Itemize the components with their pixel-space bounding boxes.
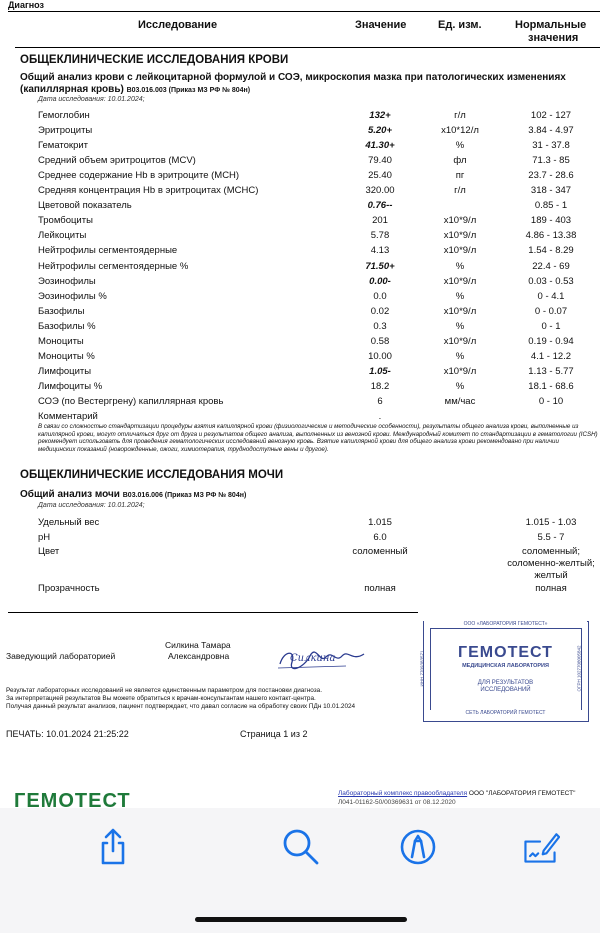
row-name: Среднее содержание Hb в эритроците (МСН) bbox=[38, 170, 240, 182]
signature-name-2: Александровна bbox=[168, 651, 230, 661]
row-unit: x10*9/л bbox=[443, 335, 477, 347]
disclaimer-3: Получая данный результат анализов, пациент подтверждает, что давал согласие на обработку своих ПДн 10.01.2024 bbox=[6, 703, 356, 710]
row-unit: % bbox=[455, 140, 465, 152]
home-indicator[interactable] bbox=[195, 917, 407, 922]
table-row bbox=[0, 155, 600, 169]
row-name: Базофилы bbox=[38, 305, 85, 317]
signature-name-1: Силкина Тамара bbox=[165, 640, 231, 650]
row-unit: % bbox=[455, 260, 465, 272]
blood-section-title: ОБЩЕКЛИНИЧЕСКИЕ ИССЛЕДОВАНИЯ КРОВИ bbox=[20, 54, 289, 66]
row-name: Лимфоциты % bbox=[38, 380, 103, 392]
row-value: 71.50+ bbox=[365, 260, 395, 272]
urine-sub-title: Общий анализ мочи B03.016.006 (Приказ МЗ РФ № 804н) bbox=[20, 489, 247, 500]
row-value: 41.30+ bbox=[365, 140, 395, 152]
row-value: . bbox=[378, 411, 382, 422]
page-number: Страница 1 из 2 bbox=[240, 729, 308, 739]
table-row bbox=[0, 396, 600, 410]
row-name: СОЭ (по Вестергрену) капиллярная кровь bbox=[38, 395, 224, 407]
table-row bbox=[0, 336, 600, 350]
next-page-license: Л041-01162-50/00369631 от 08.12.2020 bbox=[338, 799, 456, 806]
search-icon[interactable] bbox=[281, 827, 321, 867]
urine-row-color: Цвет соломенный соломенный; соломенно-желтый; желтый bbox=[38, 546, 595, 581]
urine-row-ph: pH 6.0 5.5 - 7 bbox=[38, 532, 565, 543]
row-unit: мм/час bbox=[444, 395, 476, 407]
row-name: Нейтрофилы сегментоядерные % bbox=[38, 260, 189, 272]
row-norm: 18.1 - 68.6 bbox=[528, 380, 574, 392]
row-norm: 318 - 347 bbox=[530, 185, 572, 197]
row-name: Цветовой показатель bbox=[38, 200, 132, 212]
row-unit: пг bbox=[455, 170, 465, 182]
row-value: 320.00 bbox=[365, 185, 395, 197]
print-date: ПЕЧАТЬ: 10.01.2024 21:25:22 bbox=[6, 729, 129, 739]
row-norm: 71.3 - 85 bbox=[532, 155, 570, 167]
table-row bbox=[0, 140, 600, 154]
row-unit: % bbox=[455, 380, 465, 392]
blood-sub-title-1: Общий анализ крови с лейкоцитарной формулой и СОЭ, микроскопия мазка при патологических изменениях bbox=[20, 72, 566, 83]
row-norm: 1.13 - 5.77 bbox=[528, 365, 574, 377]
blood-sub-code: B03.016.003 (Приказ МЗ РФ № 804н) bbox=[126, 87, 251, 94]
col-norm-2: значения bbox=[528, 32, 579, 44]
blood-note: В связи со сложностью стандартизации процедуры взятия капиллярной крови (физиологические и методические особенности), результаты общего анализа крови, выполненные из капиллярной крови, могут отличаться друг от друга и результатов общего анализа, выполненных из венозной крови. Международный комитет по стандартизации в гематологии (ICSH) рекомендует использовать для проведения гематологических исследований венозную кровь. Взятие капиллярной крови для общего анализа крови рекомендовано при наличии медицинских показаний (новорожденные, ожоги, химиотерапия, труднодоступные вены и другое). bbox=[38, 423, 598, 453]
row-name: Базофилы % bbox=[38, 320, 96, 332]
signature-icon[interactable] bbox=[520, 827, 560, 867]
table-row bbox=[0, 291, 600, 305]
row-name: Гемоглобин bbox=[38, 110, 90, 121]
row-value: 0.76-- bbox=[367, 200, 393, 212]
row-norm: 31 - 37.8 bbox=[532, 140, 570, 152]
stamp-bottom: СЕТЬ ЛАБОРАТОРИЙ ГЕМОТЕСТ bbox=[424, 710, 587, 716]
stamp-left: ИНН 7709383571 bbox=[419, 650, 425, 687]
blood-sub-title-2: (капиллярная кровь) B03.016.003 (Приказ МЗ РФ № 804н) bbox=[20, 84, 251, 95]
footer-rule bbox=[8, 612, 418, 613]
stamp-mid-1: ДЛЯ РЕЗУЛЬТАТОВ bbox=[477, 680, 534, 686]
row-norm: 189 - 403 bbox=[530, 215, 572, 227]
table-row bbox=[0, 351, 600, 365]
row-value: 25.40 bbox=[368, 170, 392, 182]
urine-date: Дата исследования: 10.01.2024; bbox=[38, 502, 145, 509]
row-norm: 0 - 4.1 bbox=[537, 290, 565, 302]
next-page-brand: ГЕМОТЕСТ bbox=[14, 790, 131, 808]
row-name: Эозинофилы % bbox=[38, 290, 107, 302]
col-study: Исследование bbox=[138, 19, 218, 31]
row-name: Средний объем эритроцитов (MCV) bbox=[38, 155, 196, 167]
row-norm: 0 - 1 bbox=[541, 320, 561, 332]
row-value: 6 bbox=[377, 395, 383, 407]
row-value: 79.40 bbox=[368, 155, 392, 167]
table-row bbox=[0, 321, 600, 335]
row-norm: 22.4 - 69 bbox=[532, 260, 570, 272]
stamp-right: ОГРН 1027708005842 bbox=[576, 645, 582, 692]
col-value: Значение bbox=[355, 19, 407, 31]
row-name: Эритроциты bbox=[38, 125, 93, 137]
row-unit: x10*12/л bbox=[441, 125, 479, 137]
signature-image bbox=[276, 644, 371, 672]
row-name: Моноциты % bbox=[38, 350, 95, 362]
row-value: 5.78 bbox=[370, 230, 390, 242]
stamp-brand: ГЕМОТЕСТ bbox=[458, 644, 553, 661]
row-unit: x10*9/л bbox=[443, 215, 477, 227]
row-norm: 0.19 - 0.94 bbox=[528, 335, 574, 347]
urine-section-title: ОБЩЕКЛИНИЧЕСКИЕ ИССЛЕДОВАНИЯ МОЧИ bbox=[20, 469, 284, 481]
row-norm: 23.7 - 28.6 bbox=[528, 170, 574, 182]
row-name: Комментарий bbox=[38, 411, 98, 422]
row-unit: г/л bbox=[454, 110, 466, 121]
next-page-owner-line: Лабораторный комплекс правообладателя ООО "ЛАБОРАТОРИЯ ГЕМОТЕСТ" bbox=[338, 790, 576, 797]
row-unit: x10*9/л bbox=[443, 305, 477, 317]
disclaimer-2: За интерпретацией результатов Вы можете обратиться к врачам-консультантам нашего контакт-центра. bbox=[6, 695, 316, 702]
col-unit: Ед. изм. bbox=[438, 19, 482, 31]
col-rule bbox=[15, 47, 600, 48]
row-name: Лейкоциты bbox=[38, 230, 87, 242]
svg-text:Силкина: Силкина bbox=[290, 653, 336, 664]
row-name: Лимфоциты bbox=[38, 365, 92, 377]
row-value: 0.3 bbox=[373, 320, 387, 332]
row-name: Средняя концентрация Hb в эритроцитах (МСНС) bbox=[38, 185, 259, 197]
row-unit: x10*9/л bbox=[443, 275, 477, 287]
disclaimer-1: Результат лабораторных исследований не является единственным параметром для постановки диагноза. bbox=[6, 687, 322, 694]
row-norm: 0 - 10 bbox=[538, 395, 564, 407]
row-name: Тромбоциты bbox=[38, 215, 93, 227]
owner-link[interactable]: Лабораторный комплекс правообладателя bbox=[338, 790, 468, 797]
row-value: 5.20+ bbox=[367, 125, 393, 137]
diagnosis-label: Диагноз bbox=[8, 0, 44, 10]
row-unit: % bbox=[455, 350, 465, 362]
row-value: 132+ bbox=[369, 110, 391, 121]
row-unit: фл bbox=[453, 155, 467, 167]
row-unit: % bbox=[455, 320, 465, 332]
row-value: 1.05- bbox=[369, 365, 391, 377]
row-unit: % bbox=[455, 290, 465, 302]
row-value: 0.02 bbox=[370, 305, 390, 317]
row-norm: 4.1 - 12.2 bbox=[530, 350, 572, 362]
table-row bbox=[0, 230, 600, 244]
row-unit: г/л bbox=[454, 185, 466, 197]
row-value: 0.58 bbox=[370, 335, 390, 347]
col-norm-1: Нормальные bbox=[515, 19, 587, 31]
row-name: Гематокрит bbox=[38, 140, 89, 152]
row-value: 18.2 bbox=[370, 380, 390, 392]
row-name: Эозинофилы bbox=[38, 275, 96, 287]
row-name: Моноциты bbox=[38, 335, 84, 347]
table-row bbox=[0, 276, 600, 290]
lab-stamp bbox=[419, 621, 589, 722]
header-rule bbox=[8, 11, 600, 12]
table-row bbox=[0, 366, 600, 380]
next-page-peek bbox=[0, 758, 600, 808]
row-value: 10.00 bbox=[368, 350, 392, 362]
row-value: 0.00- bbox=[369, 275, 391, 287]
row-name: Нейтрофилы сегментоядерные bbox=[38, 245, 178, 257]
table-row bbox=[0, 215, 600, 229]
table-row bbox=[0, 125, 600, 139]
table-row bbox=[0, 200, 600, 214]
table-row bbox=[0, 185, 600, 199]
urine-sub-code: B03.016.006 (Приказ МЗ РФ № 804н) bbox=[122, 492, 247, 499]
signature-role: Заведующий лабораторией bbox=[6, 651, 116, 661]
row-value: 4.13 bbox=[370, 245, 390, 257]
markup-icon[interactable] bbox=[398, 827, 438, 867]
row-value: 201 bbox=[372, 215, 388, 227]
stamp-top: ООО «ЛАБОРАТОРИЯ ГЕМОТЕСТ» bbox=[424, 621, 587, 627]
urine-row-density: Удельный вес 1.015 1.015 - 1.03 bbox=[38, 517, 577, 528]
row-norm: 1.54 - 8.29 bbox=[528, 245, 574, 257]
row-unit: x10*9/л bbox=[443, 365, 477, 377]
row-norm: 0 - 0.07 bbox=[534, 305, 568, 317]
blood-date: Дата исследования: 10.01.2024; bbox=[38, 96, 145, 103]
table-row bbox=[0, 381, 600, 395]
row-norm: 3.84 - 4.97 bbox=[528, 125, 574, 137]
table-row bbox=[0, 170, 600, 184]
row-norm: 0.85 - 1 bbox=[534, 200, 568, 212]
urine-row-clarity: Прозрачность полная полная bbox=[38, 583, 567, 594]
stamp-subtitle: МЕДИЦИНСКАЯ ЛАБОРАТОРИЯ bbox=[462, 663, 549, 669]
row-unit: x10*9/л bbox=[443, 245, 477, 257]
stamp-mid-2: ИССЛЕДОВАНИЙ bbox=[480, 687, 531, 693]
row-unit: x10*9/л bbox=[443, 230, 477, 242]
table-row bbox=[0, 306, 600, 320]
table-row bbox=[0, 261, 600, 275]
row-norm: 0.03 - 0.53 bbox=[528, 275, 574, 287]
row-norm: 102 - 127 bbox=[530, 110, 572, 121]
row-value: 0.0 bbox=[373, 290, 387, 302]
table-row bbox=[0, 110, 600, 124]
row-norm: 4.86 - 13.38 bbox=[525, 230, 577, 242]
share-icon[interactable] bbox=[93, 827, 133, 867]
table-row bbox=[0, 245, 600, 259]
